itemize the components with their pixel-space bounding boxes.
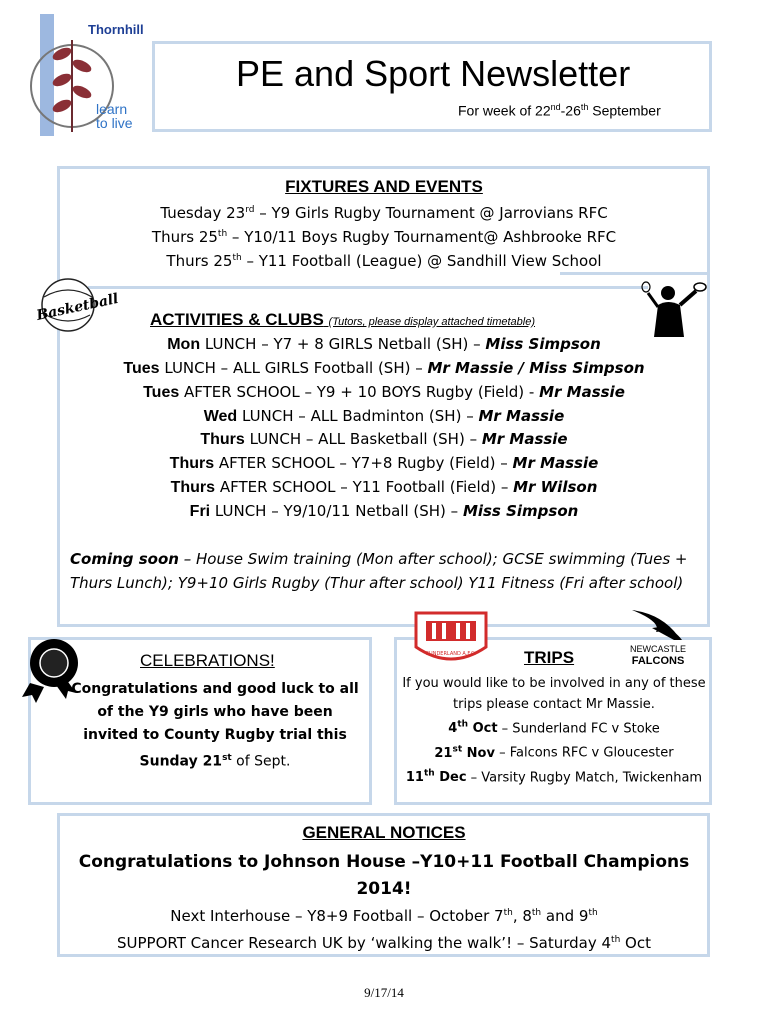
sunderland-badge-icon	[408, 607, 494, 669]
fixture-item: Thurs 25th – Y10/11 Boys Rugby Tournament@ Ashbrooke RFC	[151, 228, 617, 246]
trip-item: 11th Dec – Varsity Rugby Match, Twickenham	[405, 768, 703, 785]
fixture-item: Tuesday 23rd – Y9 Girls Rugby Tournament @ Jarrovians RFC	[160, 204, 608, 222]
activity-item: Fri LUNCH – Y9/10/11 Netball (SH) – Miss Simpson	[189, 502, 579, 520]
logo-tagline-2: to live	[96, 115, 133, 131]
activity-item: Thurs AFTER SCHOOL – Y11 Football (Field) – Mr Wilson	[170, 478, 598, 496]
coming-soon: Coming soon – House Swim training (Mon after school); GCSE swimming (Tues + Thurs Lunch); Y9+10 Girls Rugby (Thur after school) Y11 Fitness (Fri after school)	[70, 550, 688, 592]
trip-item: 4th Oct – Sunderland FC v Stoke	[448, 720, 660, 737]
activity-item: Tues LUNCH – ALL GIRLS Football (SH) – Mr Massie / Miss Simpson	[123, 359, 645, 377]
basketball-text: Basketball	[35, 290, 120, 324]
leaf-icon	[48, 36, 98, 134]
activity-item: Wed LUNCH – ALL Badminton (SH) – Mr Massie	[203, 407, 565, 425]
school-logo	[30, 14, 148, 138]
general-notices-heading: GENERAL NOTICES	[302, 823, 466, 842]
activity-item: Thurs LUNCH – ALL Basketball (SH) – Mr Massie	[200, 430, 568, 448]
trip-item: 21st Nov – Falcons RFC v Gloucester	[434, 744, 674, 761]
section-divider-right	[560, 272, 710, 275]
coming-soon-label: Coming soon	[70, 550, 179, 568]
notice-cancer-research: SUPPORT Cancer Research UK by ‘walking the walk’! – Saturday 4th Oct	[117, 934, 651, 952]
activity-item: Thurs AFTER SCHOOL – Y7+8 Rugby (Field) – Mr Massie	[169, 454, 599, 472]
falcons-logo-icon	[622, 606, 702, 666]
celebrations-heading: CELEBRATIONS!	[140, 651, 275, 670]
logo-tagline-1: learn	[96, 101, 128, 117]
notice-interhouse: Next Interhouse – Y8+9 Football – October 7th, 8th and 9th	[170, 907, 598, 925]
falcons-logo-line2: FALCONS	[631, 655, 685, 667]
activity-item: Mon LUNCH – Y7 + 8 GIRLS Netball (SH) – Miss Simpson	[167, 335, 601, 353]
page-title: PE and Sport Newsletter	[236, 53, 631, 94]
fixture-item: Thurs 25th – Y11 Football (League) @ Sandhill View School	[166, 252, 602, 270]
activities-note: (Tutors, please display attached timetable)	[328, 316, 535, 328]
footer-date: 9/17/14	[364, 985, 404, 1000]
logo-tagline	[96, 102, 133, 130]
section-divider	[88, 286, 648, 289]
logo-school-name: Thornhill	[88, 22, 144, 37]
basketball-icon	[30, 273, 120, 335]
falcons-logo-line1: NEWCASTLE	[629, 644, 687, 654]
badminton-player-icon	[640, 279, 710, 337]
fixtures-heading: FIXTURES AND EVENTS	[285, 177, 483, 196]
general-notices-lines	[60, 901, 708, 955]
trips-intro: If you would like to be involved in any of these trips please contact Mr Massie.	[402, 676, 706, 712]
sunderland-badge-text: SUNDERLAND A.F.C.	[425, 651, 477, 657]
general-notices-highlight: Congratulations to Johnson House –Y10+11 Football Champions 2014!	[78, 852, 690, 899]
trips-heading: TRIPS	[524, 648, 575, 667]
celebrations-text: Congratulations and good luck to all of the Y9 girls who have been invited to County Rugby trial this Sunday 21st of Sept.	[71, 681, 359, 770]
activities-heading: ACTIVITIES & CLUBS (Tutors, please display attached timetable)	[150, 310, 535, 329]
trips-text	[402, 673, 706, 788]
page-subtitle: For week of 22nd-26th September	[458, 102, 661, 119]
activity-item: Tues AFTER SCHOOL – Y9 + 10 BOYS Rugby (Field) - Mr Massie	[143, 383, 625, 401]
